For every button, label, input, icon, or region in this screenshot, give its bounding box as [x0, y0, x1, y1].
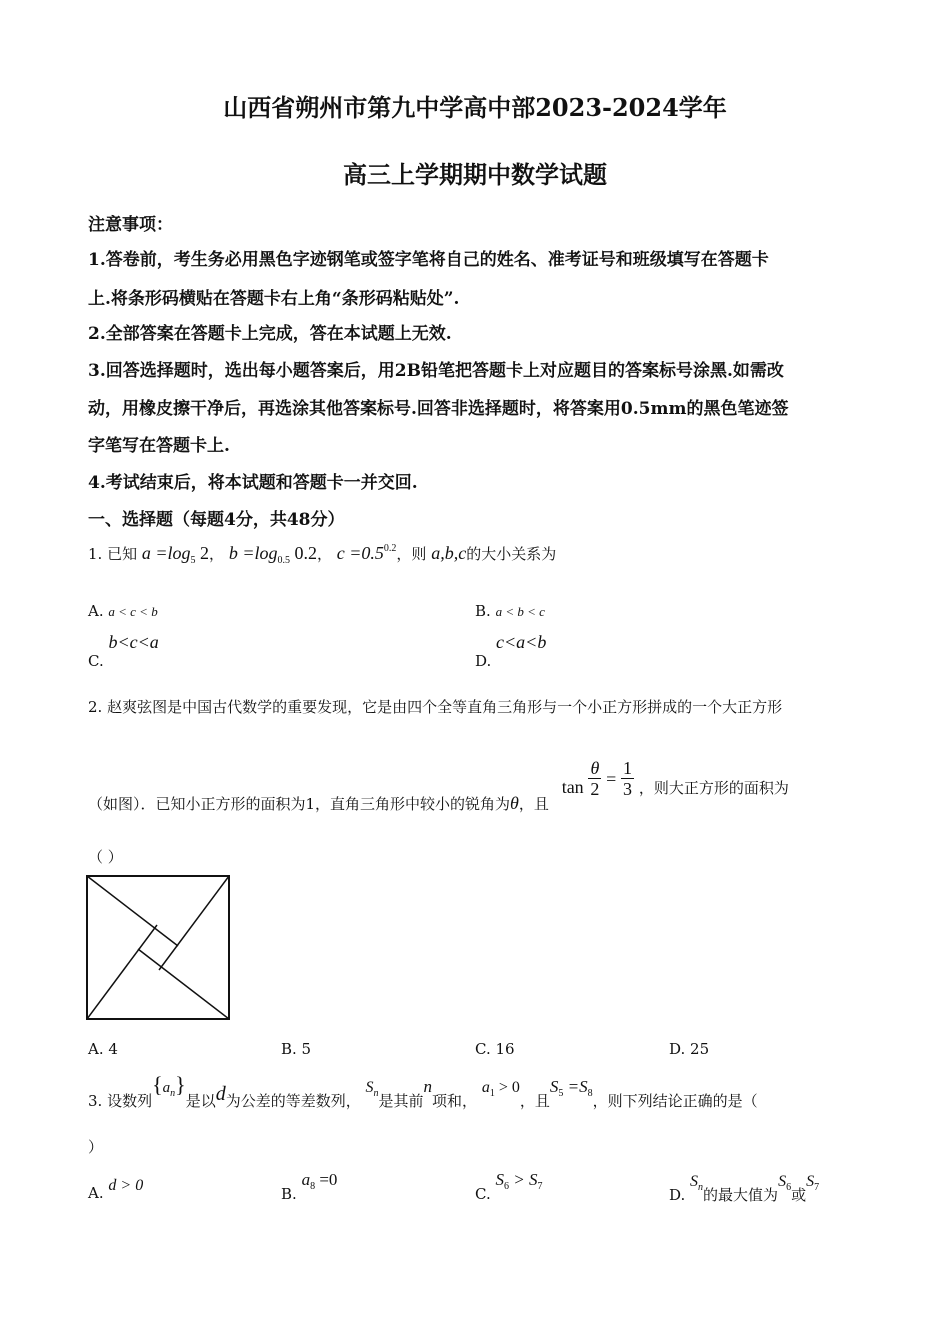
notice-item3c: 字笔写在答题卡上. — [88, 436, 230, 456]
q1-option-d[interactable]: D. c<a<b — [475, 632, 547, 670]
q2-option-c[interactable]: C. 16 — [475, 1040, 515, 1058]
triangle-edge-4 — [87, 925, 157, 1019]
triangle-edge-3 — [138, 949, 229, 1019]
q3-option-a-text: d > 0 — [108, 1177, 144, 1194]
q2-line1: 2. 赵爽弦图是中国古代数学的重要发现，它是由四个全等直角三角形与一个小正方形拼成的一个大正方形 — [88, 698, 783, 716]
outer-square — [87, 876, 229, 1019]
q3-option-c[interactable]: C. $S_6 > S_7$ — [475, 1170, 543, 1203]
q2-option-d[interactable]: D. 25 — [669, 1040, 710, 1058]
notice-item2: 2.全部答案在答题卡上完成，答在本试题上无效. — [88, 324, 452, 344]
q1-prefix: 1. 已知 — [88, 545, 138, 563]
q2-option-a[interactable]: A. 4 — [88, 1040, 118, 1058]
q2-tan: tan — [561, 776, 584, 797]
q1-suffix: 的大小关系为 — [466, 545, 557, 563]
q3-option-a[interactable]: A. d > 0 — [88, 1177, 144, 1202]
notice-item3a: 3.回答选择题时，选出每小题答案后，用2B铅笔把答题卡上对应题目的答案标号涂黑.如需改 — [88, 361, 784, 381]
q3-an: a — [162, 1080, 171, 1096]
q1-b-expr: b =log — [228, 543, 278, 563]
q2-answer-paren: （ ） — [88, 848, 123, 866]
q1-b-base: 0.5 — [277, 555, 290, 566]
question-3: 3. 设数列$\{a_n\}$是以d为公差的等差数列， $S_n$是其前n项和， $a_1 > 0$，且$S_5 =S_8$，则下列结论正确的是（ — [88, 1072, 758, 1110]
triangle-edge-1 — [87, 876, 178, 946]
page-title-line1: 山西省朔州市第九中学高中部2023-2024学年 — [223, 93, 727, 122]
q1-vars: a,b,c — [431, 543, 467, 563]
q1-option-a[interactable]: A. a < c < b — [88, 602, 158, 620]
q1-option-b[interactable]: B. a < b < c — [475, 602, 545, 620]
notice-item1b: 上.将条形码横贴在答题卡右上角“条形码粘贴处”. — [88, 289, 460, 309]
q2-line2: （如图）．已知小正方形的面积为1，直角三角形中较小的锐角为θ，且 tan $\frac{\theta}{2}$ = $\frac{1}{3}$ ，则大正方形的面积为 — [88, 758, 789, 813]
q1-option-c[interactable]: C. b<c<a — [88, 632, 159, 670]
q2-theta: θ — [510, 792, 519, 813]
q3-option-d[interactable]: D. $S_n$的最大值为$S_6$或$S_7$ — [669, 1173, 820, 1204]
q3-close-paren: ） — [88, 1138, 104, 1156]
zhao-shuang-diagram — [86, 875, 232, 1022]
q1-a-arg: 2 — [195, 543, 210, 563]
q3-option-b[interactable]: B. $a_8 =0$ — [281, 1170, 338, 1203]
q1-a-expr: a =log — [141, 543, 191, 563]
triangle-edge-2 — [159, 876, 229, 970]
page-title-line2: 高三上学期期中数学试题 — [343, 160, 607, 189]
q1-option-a-text: a < c < b — [108, 604, 158, 619]
q2-fraction-theta-2: $\frac{\theta}{2}$ — [590, 758, 600, 799]
q2-fraction-1-3: $\frac{1}{3}$ — [623, 758, 633, 799]
q1-option-b-text: a < b < c — [495, 604, 545, 619]
q1-c-expr: c =0.5 — [336, 543, 384, 563]
notice-heading: 注意事项： — [88, 215, 173, 235]
notice-item4: 4.考试结束后，将本试题和答题卡一并交回. — [88, 473, 418, 493]
q1-option-d-text: c<a<b — [496, 632, 547, 652]
section-heading: 一、选择题（每题4分，共48分） — [88, 510, 345, 530]
q1-a-base: 5 — [190, 555, 196, 566]
notice-item3b: 动，用橡皮擦干净后，再选涂其他答案标号.回答非选择题时，将答案用0.5mm的黑色笔迹签 — [88, 399, 789, 419]
notice-item1a: 1.答卷前，考生务必用黑色字迹钢笔或签字笔将自己的姓名、准考证号和班级填写在答题卡 — [88, 250, 769, 270]
q1-c-exp: 0.2 — [383, 543, 397, 554]
question-1: 1. 已知 $a =\log_5$ 2， $b =\log_{0.5}$ 0.2， $c =0.5^{0.2}$，则 a,b,c的大小关系为 — [88, 543, 557, 566]
q1-option-c-text: b<c<a — [108, 632, 159, 652]
q1-b-arg: 0.2 — [289, 543, 317, 563]
q2-option-b[interactable]: B. 5 — [281, 1040, 312, 1058]
